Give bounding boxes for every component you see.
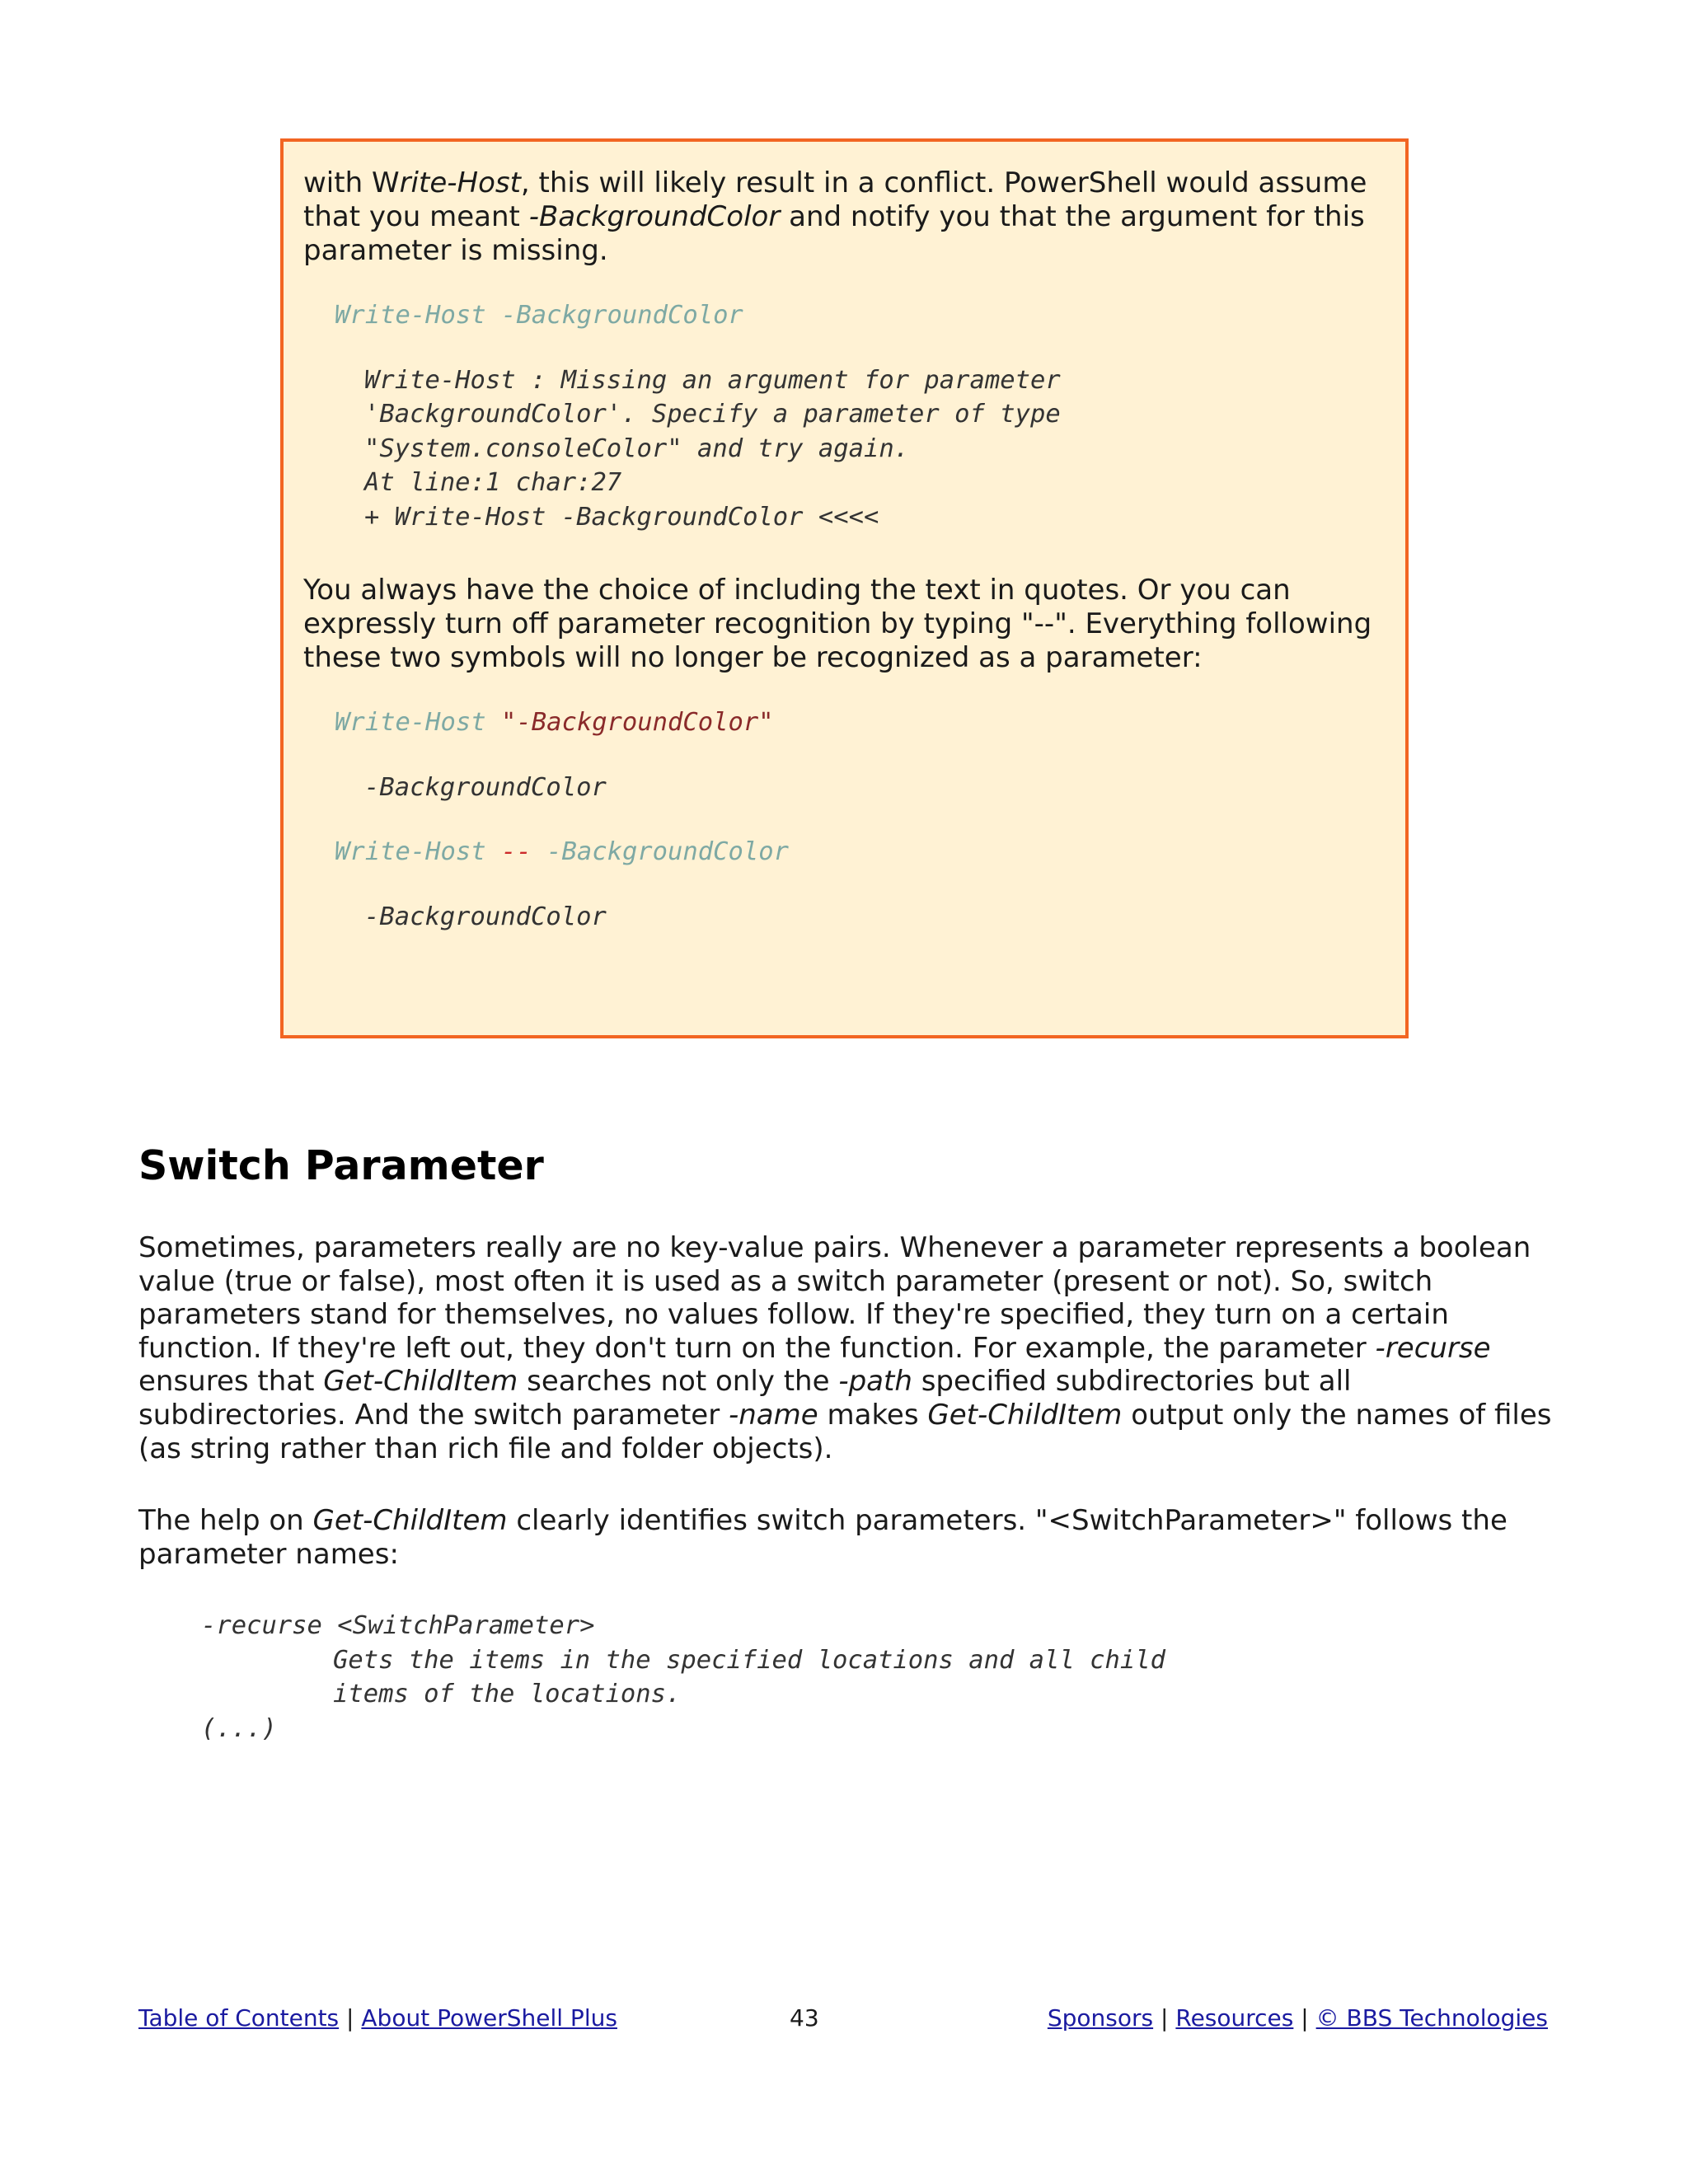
- code-output-3: -BackgroundColor: [364, 902, 607, 931]
- help-code-block: -recurse <SwitchParameter> Gets the items in the specified locations and all child items of the locations. (...): [201, 1611, 1165, 1743]
- footer-right-links: [1048, 2004, 1548, 2033]
- page-number: 43: [790, 2004, 819, 2032]
- code-command-1: Write-Host -BackgroundColor: [335, 301, 743, 330]
- section-heading: Switch Parameter: [138, 1142, 544, 1189]
- copyright-link[interactable]: © BBS Technologies: [1315, 2004, 1548, 2032]
- code-error-output: Write-Host : Missing an argument for parameter 'BackgroundColor'. Specify a parameter of type "System.consoleColor" and try again. At line:1 char:27 + Write-Host -BackgroundColor <<<<: [364, 365, 1061, 532]
- code-command-2: Write-Host "-BackgroundColor": [335, 708, 774, 737]
- sponsors-link[interactable]: Sponsors: [1047, 2004, 1154, 2032]
- code-command-3: Write-Host -- -BackgroundColor: [335, 837, 789, 866]
- footer-left-links: [138, 2004, 617, 2033]
- note-box: [280, 138, 1409, 1038]
- footer-separator: |: [1301, 2004, 1309, 2032]
- body-paragraph-1: Sometimes, parameters really are no key-value pairs. Whenever a parameter represents a boolean value (true or false), most often it is used as a switch parameter (present or not). So, switch parameters stand for themselves, no values follow. If they're specified, they turn on a certain function. If they're left out, they don't turn on the function. For example, the parameter -recurse ensures that Get-ChildItem searches not only the -path specified subdirectories but all subdirectories. And the switch parameter -name makes Get-ChildItem output only the names of files (as string rather than rich file and folder objects).: [138, 1231, 1552, 1465]
- code-output-2: -BackgroundColor: [364, 772, 607, 802]
- footer-separator: |: [346, 2004, 354, 2032]
- toc-link[interactable]: Table of Contents: [138, 2004, 340, 2032]
- footer-separator: |: [1160, 2004, 1169, 2032]
- resources-link[interactable]: Resources: [1175, 2004, 1294, 2032]
- about-link[interactable]: About PowerShell Plus: [361, 2004, 617, 2032]
- body-paragraph-2: The help on Get-ChildItem clearly identifies switch parameters. "<SwitchParameter>" follows the parameter names:: [138, 1504, 1507, 1571]
- note-middle: You always have the choice of including the text in quotes. Or you can expressly turn off parameter recognition by typing "--". Everything following these two symbols will no longer be recognized as a parameter:: [303, 574, 1372, 674]
- note-intro: with Write-Host, this will likely result in a conflict. PowerShell would assume that you meant -BackgroundColor and notify you that the argument for this parameter is missing.: [303, 166, 1367, 267]
